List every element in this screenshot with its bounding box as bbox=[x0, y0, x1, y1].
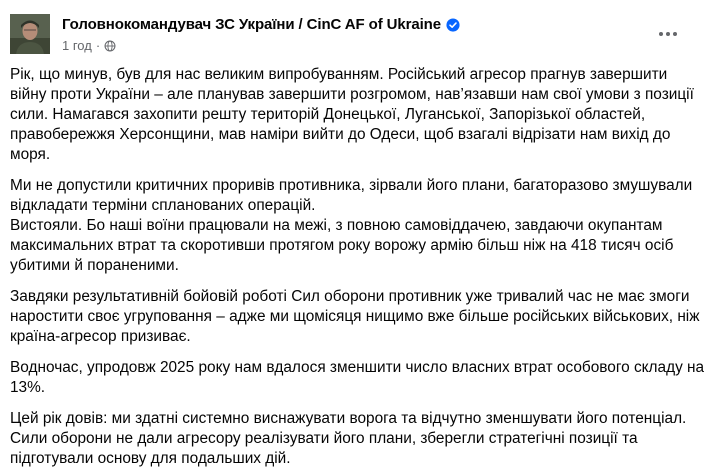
text-line: убитими й пораненими. bbox=[10, 257, 179, 274]
paragraph-5 bbox=[10, 358, 704, 398]
text-line: Завдяки результативній бойовій роботі Сил оборони противник уже тривалий час не має змоги bbox=[10, 288, 690, 305]
post-header bbox=[10, 8, 682, 58]
text-line: правобережжя Херсонщини, мав наміри вийти до Одеси, щоб взагалі відрізати нам вихід до bbox=[10, 126, 671, 143]
globe-icon[interactable] bbox=[104, 40, 116, 52]
text-line: сили. Намагався захопити решту територій Донецької, Луганської, Запорізької областей, bbox=[10, 106, 646, 123]
paragraph-1 bbox=[10, 65, 694, 165]
post-meta bbox=[62, 38, 116, 53]
text-line: Водночас, упродовж 2025 року нам вдалося зменшити число власних втрат особового складу на bbox=[10, 359, 704, 376]
text-line: Цей рік довів: ми здатні системно виснажувати ворога та відчутно зменшувати його потенціал. bbox=[10, 410, 687, 427]
text-line: країна-агресор призиває. bbox=[10, 328, 191, 345]
text-line: наростити своє угруповання – адже ми щомісяця нищимо вже більше російських військових, ніж bbox=[10, 308, 700, 325]
text-line: підготували основу для подальших дій. bbox=[10, 450, 291, 467]
text-line: моря. bbox=[10, 146, 51, 163]
text-line: Вистояли. Бо наші воїни працювали на межі, з повною самовіддачею, завдаючи окупантам bbox=[10, 217, 663, 234]
meta-separator: · bbox=[95, 38, 101, 53]
text-line: Ми не допустили критичних проривів противника, зірвали його плани, багаторазово змушували bbox=[10, 177, 693, 194]
paragraph-4 bbox=[10, 287, 700, 347]
text-line: 13%. bbox=[10, 379, 46, 396]
text-line: Сили оборони не дали агресору реалізувати його плани, зберегли стратегічні позиції та bbox=[10, 430, 638, 447]
author-avatar[interactable] bbox=[10, 14, 50, 54]
profile-photo-icon bbox=[10, 14, 50, 54]
paragraph-2 bbox=[10, 176, 693, 216]
author-name-link[interactable]: Головнокомандувач ЗС України / CinC AF of Ukraine bbox=[62, 16, 441, 33]
post-body bbox=[10, 65, 704, 469]
paragraph-6 bbox=[10, 409, 690, 469]
more-options-button[interactable] bbox=[654, 24, 682, 44]
text-line: війну проти України – але планував завершити розгромом, нав’язавши нам свої умови з позиції bbox=[10, 86, 694, 103]
text-line: максимальних втрат та скоротивши протягом року ворожу армію більш ніж на 418 тисяч осіб bbox=[10, 237, 674, 254]
verified-badge-icon bbox=[446, 18, 460, 32]
author-row bbox=[62, 16, 460, 33]
paragraph-3 bbox=[10, 216, 690, 276]
text-line: відкладати терміни спланованих операцій. bbox=[10, 197, 316, 214]
more-options-icon bbox=[659, 32, 663, 36]
post-timestamp[interactable]: 1 год bbox=[62, 38, 92, 53]
text-line: Рік, що минув, був для нас великим випробуванням. Російський агресор прагнув завершити bbox=[10, 66, 668, 83]
